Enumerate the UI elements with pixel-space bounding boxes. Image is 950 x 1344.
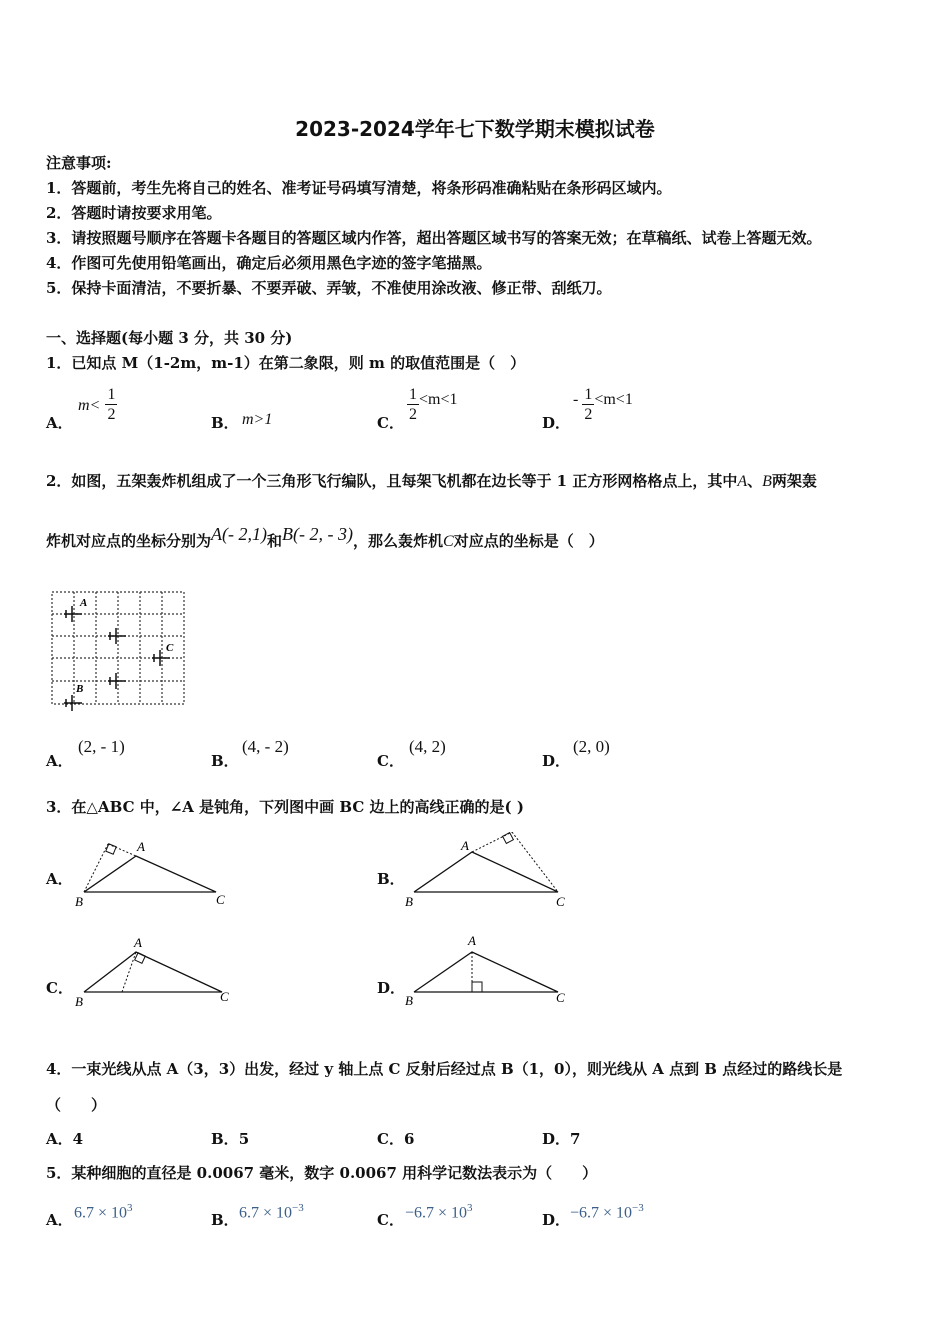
plane-icon — [108, 673, 126, 689]
q3-option-d-label: D． — [377, 979, 406, 997]
grid-label-b: B — [76, 683, 84, 695]
q3a-vertex-c: C — [216, 892, 225, 907]
q5-option-d-value: $-6.7 \times 10^{-3}$ — [570, 1202, 644, 1222]
q5-option-c-value: $-6.7 \times 10^3$ — [405, 1202, 473, 1222]
note-item: 2．答题时请按要求用笔。 — [46, 204, 222, 222]
q3d-vertex-a: A — [468, 933, 476, 948]
grid-label-a: A — [80, 597, 88, 609]
q3a-vertex-a: A — [137, 839, 145, 854]
q1-option-d-label: D． — [542, 414, 571, 432]
note-item: 5．保持卡面清洁，不要折暴、不要弄破、弄皱，不准使用涂改液、修正带、刮纸刀。 — [46, 279, 612, 297]
q3a-vertex-b: B — [75, 894, 83, 909]
question-2-line1: 2．如图，五架轰炸机组成了一个三角形飞行编队，且每架飞机都在边长等于 1 正方形网格格点上，其中A、B两架轰 — [46, 472, 817, 490]
section-heading: 一、选择题(每小题 3 分，共 30 分) — [46, 329, 293, 347]
q2-option-b-label: B． — [211, 752, 239, 770]
q5-option-c-label: C． — [377, 1211, 404, 1229]
q3-option-a-label: A． — [46, 870, 73, 888]
q5-option-a-value: $6.7 \times 10^3$ — [74, 1202, 133, 1222]
q2-option-a-value: (2, - 1) — [78, 737, 125, 756]
note-item: 1．答题前，考生先将自己的姓名、准考证号码填写清楚，将条形码准确粘贴在条形码区域内。 — [46, 179, 672, 197]
q5-option-b-label: B． — [211, 1211, 239, 1229]
q1-option-c-label: C． — [377, 414, 404, 432]
q1-option-d-math: - $\frac{1}{2}$ <m<1 — [573, 386, 633, 423]
plane-icon — [108, 628, 126, 644]
q3c-vertex-a: A — [134, 935, 142, 950]
q3b-vertex-b: B — [405, 894, 413, 909]
q3-figure-d — [400, 932, 580, 1012]
q2-option-c-value: (4, 2) — [409, 737, 446, 756]
question-4-stem: 4．一束光线从点 A（3，3）出发，经过 y 轴上点 C 反射后经过点 B（1，0），则光线从 A 点到 B 点经过的路线长是 — [46, 1060, 843, 1078]
question-5-stem: 5．某种细胞的直径是 0.0067 毫米，数字 0.0067 用科学记数法表示为（ ） — [46, 1164, 598, 1182]
q1-option-a-label: A． — [46, 414, 73, 432]
q2-option-a-label: A． — [46, 752, 73, 770]
q4-option-a: A．4 — [46, 1130, 84, 1148]
q4-option-d: D．7 — [542, 1130, 581, 1148]
q5-option-a-label: A． — [46, 1211, 73, 1229]
note-item: 3．请按照题号顺序在答题卡各题目的答题区域内作答，超出答题区域书写的答案无效；在草稿纸、试卷上答题无效。 — [46, 229, 822, 247]
q1-option-a-math — [78, 386, 117, 425]
q3d-vertex-c: C — [556, 990, 565, 1005]
q1-option-b-label: B． — [211, 414, 239, 432]
q1-a-fraction: $\frac{1}{2}$ — [107, 386, 116, 423]
q3-option-b-label: B． — [377, 870, 405, 888]
question-1-stem: 1．已知点 M（1-2m，m-1）在第二象限，则 m 的取值范围是（ ） — [46, 354, 526, 372]
notes-heading: 注意事项: — [46, 154, 112, 172]
q3c-vertex-c: C — [220, 989, 229, 1004]
q5-option-d-label: D． — [542, 1211, 571, 1229]
note-item: 4．作图可先使用铅笔画出，确定后必须用黑色字迹的签字笔描黑。 — [46, 254, 492, 272]
q3-figure-a — [70, 834, 240, 914]
q1-option-b-math: m>1 — [242, 411, 273, 428]
q3-option-c-label: C． — [46, 979, 73, 997]
formation-grid-figure — [48, 588, 190, 712]
q3-figure-c — [70, 934, 240, 1012]
q2-option-d-label: D． — [542, 752, 571, 770]
q3c-vertex-b: B — [75, 994, 83, 1009]
q2-option-b-value: (4, - 2) — [242, 737, 289, 756]
q3b-vertex-a: A — [461, 838, 469, 853]
q2-option-d-value: (2, 0) — [573, 737, 610, 756]
page-title: 2023-2024学年七下数学期末模拟试卷 — [295, 117, 655, 141]
q3b-vertex-c: C — [556, 894, 565, 909]
q4-option-b: B．5 — [211, 1130, 250, 1148]
question-4-paren: （ ） — [46, 1096, 107, 1114]
question-2-line2: 炸机对应点的坐标分别为A(- 2,1)和B(- 2, - 3)，那么轰炸机C对应点的坐标是（ ） — [46, 524, 604, 550]
q1-d-fraction: $\frac{1}{2}$ — [584, 386, 593, 423]
q3-figure-b — [400, 832, 580, 914]
q1-option-c-math: $\frac{1}{2}$ <m<1 — [409, 386, 458, 423]
q1-a-pre: m< — [78, 397, 101, 414]
grid-label-c: C — [166, 642, 174, 654]
plane-icon — [64, 695, 82, 711]
q2-option-c-label: C． — [377, 752, 404, 770]
q3d-vertex-b: B — [405, 993, 413, 1008]
q5-option-b-value: $6.7 \times 10^{-3}$ — [239, 1202, 304, 1222]
q4-option-c: C．6 — [377, 1130, 415, 1148]
question-3-stem: 3．在△ABC 中，∠A 是钝角，下列图中画 BC 边上的高线正确的是( ) — [46, 798, 524, 816]
q1-c-fraction: $\frac{1}{2}$ — [409, 386, 417, 423]
